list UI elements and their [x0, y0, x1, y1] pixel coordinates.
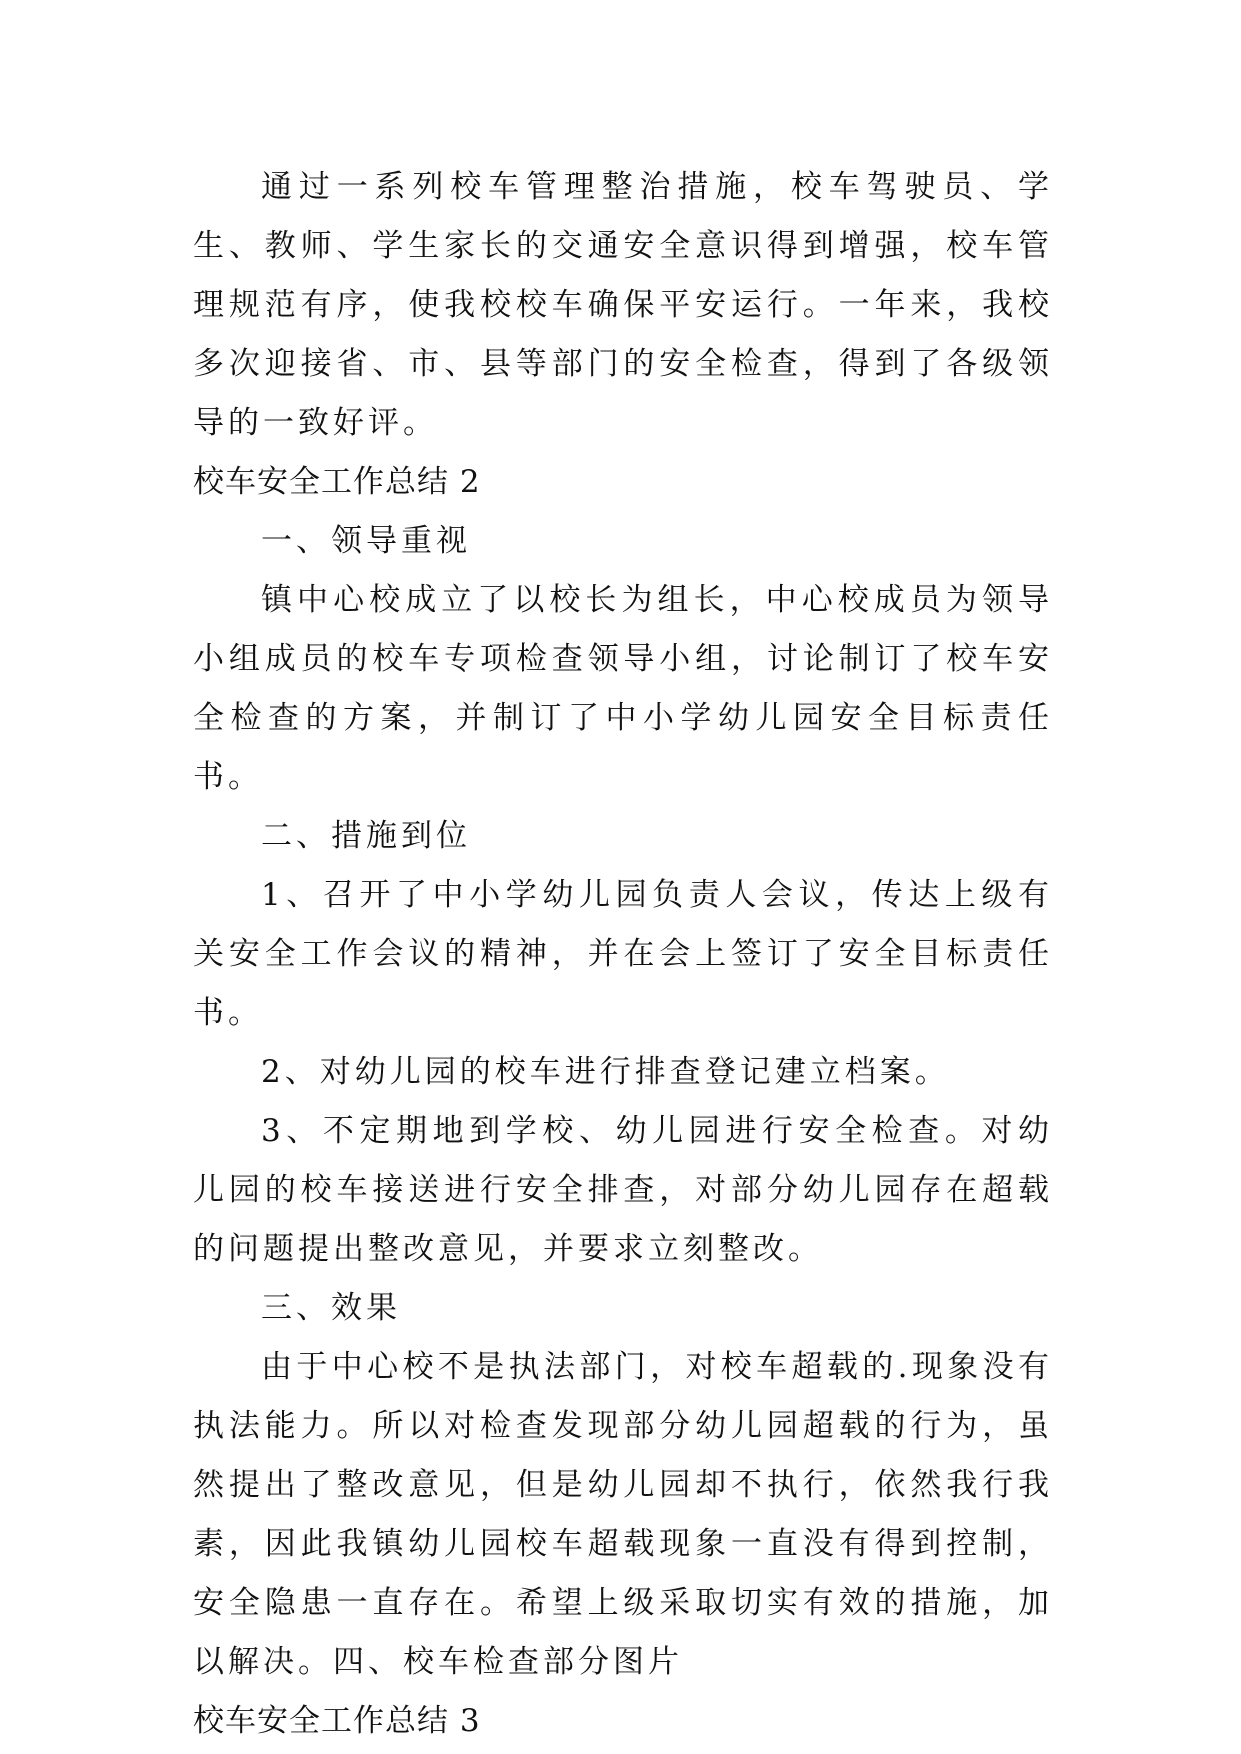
paragraph-effect: 由于中心校不是执法部门，对校车超载的.现象没有执法能力。所以对检查发现部分幼儿园超载的行为，虽然提出了整改意见，但是幼儿园却不执行，依然我行我素，因此我镇幼儿园校车超载现象一直没有得到控制，安全隐患一直存在。希望上级采取切实有效的措施，加以解决。四、校车检查部分图片 [193, 1349, 1053, 1680]
section-title-summary-2: 校车安全工作总结 2 [193, 464, 481, 500]
subheading-leadership: 一、领导重视 [261, 523, 471, 559]
paragraph-measure-2: 2、对幼儿园的校车进行排查登记建立档案。 [261, 1054, 950, 1090]
document-page [193, 158, 1053, 1751]
subheading-effect: 三、效果 [261, 1290, 401, 1326]
paragraph-measure-1: 1、召开了中小学幼儿园负责人会议，传达上级有关安全工作会议的精神，并在会上签订了安全目标责任书。 [193, 877, 1053, 1031]
section-title-summary-3: 校车安全工作总结 3 [193, 1703, 481, 1739]
paragraph-measure-3: 3、不定期地到学校、幼儿园进行安全检查。对幼儿园的校车接送进行安全排查，对部分幼儿园存在超载的问题提出整改意见，并要求立刻整改。 [193, 1113, 1053, 1267]
paragraph-leadership: 镇中心校成立了以校长为组长，中心校成员为领导小组成员的校车专项检查领导小组，讨论制订了校车安全检查的方案，并制订了中小学幼儿园安全目标责任书。 [193, 582, 1053, 795]
subheading-measures: 二、措施到位 [261, 818, 471, 854]
paragraph-intro-summary: 通过一系列校车管理整治措施，校车驾驶员、学生、教师、学生家长的交通安全意识得到增强，校车管理规范有序，使我校校车确保平安运行。一年来，我校多次迎接省、市、县等部门的安全检查，得到了各级领导的一致好评。 [193, 169, 1053, 441]
